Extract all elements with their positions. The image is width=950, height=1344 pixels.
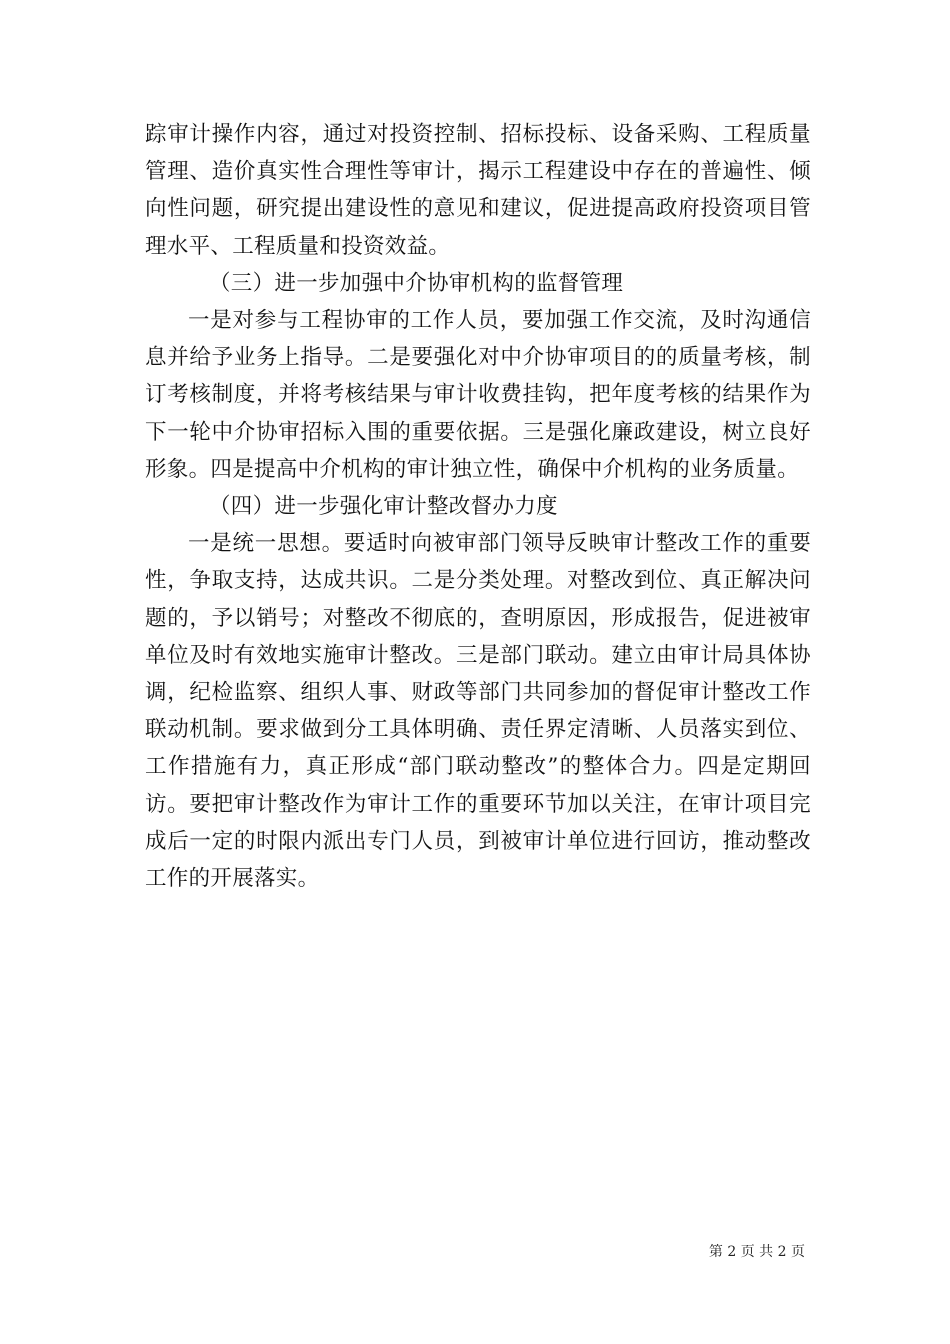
document-body	[145, 116, 811, 897]
page-number-footer: 第 2 页 共 2 页	[708, 1244, 805, 1260]
paragraph-continuation: 踪审计操作内容，通过对投资控制、招标投标、设备采购、工程质量管理、造价真实性合理性等审计，揭示工程建设中存在的普遍性、倾向性问题，研究提出建设性的意见和建议，促进提高政府投资项目管理水平、工程质量和投资效益。	[145, 122, 811, 259]
paragraph-rectification: 一是统一思想。要适时向被审部门领导反映审计整改工作的重要性，争取支持，达成共识。二是分类处理。对整改到位、真正解决问题的，予以销号；对整改不彻底的，查明原因，形成报告，促进被审单位及时有效地实施审计整改。三是部门联动。建立由审计局具体协调，纪检监察、组织人事、财政等部门共同参加的督促审计整改工作联动机制。要求做到分工具体明确、责任界定清晰、人员落实到位、工作措施有力，真正形成“部门联动整改”的整体合力。四是定期回访。要把审计整改作为审计工作的重要环节加以关注，在审计项目完成后一定的时限内派出专门人员，到被审计单位进行回访，推动整改工作的开展落实。	[145, 531, 811, 892]
section-heading-4: （四）进一步强化审计整改督办力度	[209, 494, 558, 520]
paragraph-agency-supervision: 一是对参与工程协审的工作人员，要加强工作交流，及时沟通信息并给予业务上指导。二是要强化对中介协审项目的的质量考核，制订考核制度，并将考核结果与审计收费挂钩，把年度考核的结果作为下一轮中介协审招标入围的重要依据。三是强化廉政建设，树立良好形象。四是提高中介机构的审计独立性，确保中介机构的业务质量。	[145, 308, 811, 482]
section-heading-3: （三）进一步加强中介协审机构的监督管理	[209, 270, 624, 296]
